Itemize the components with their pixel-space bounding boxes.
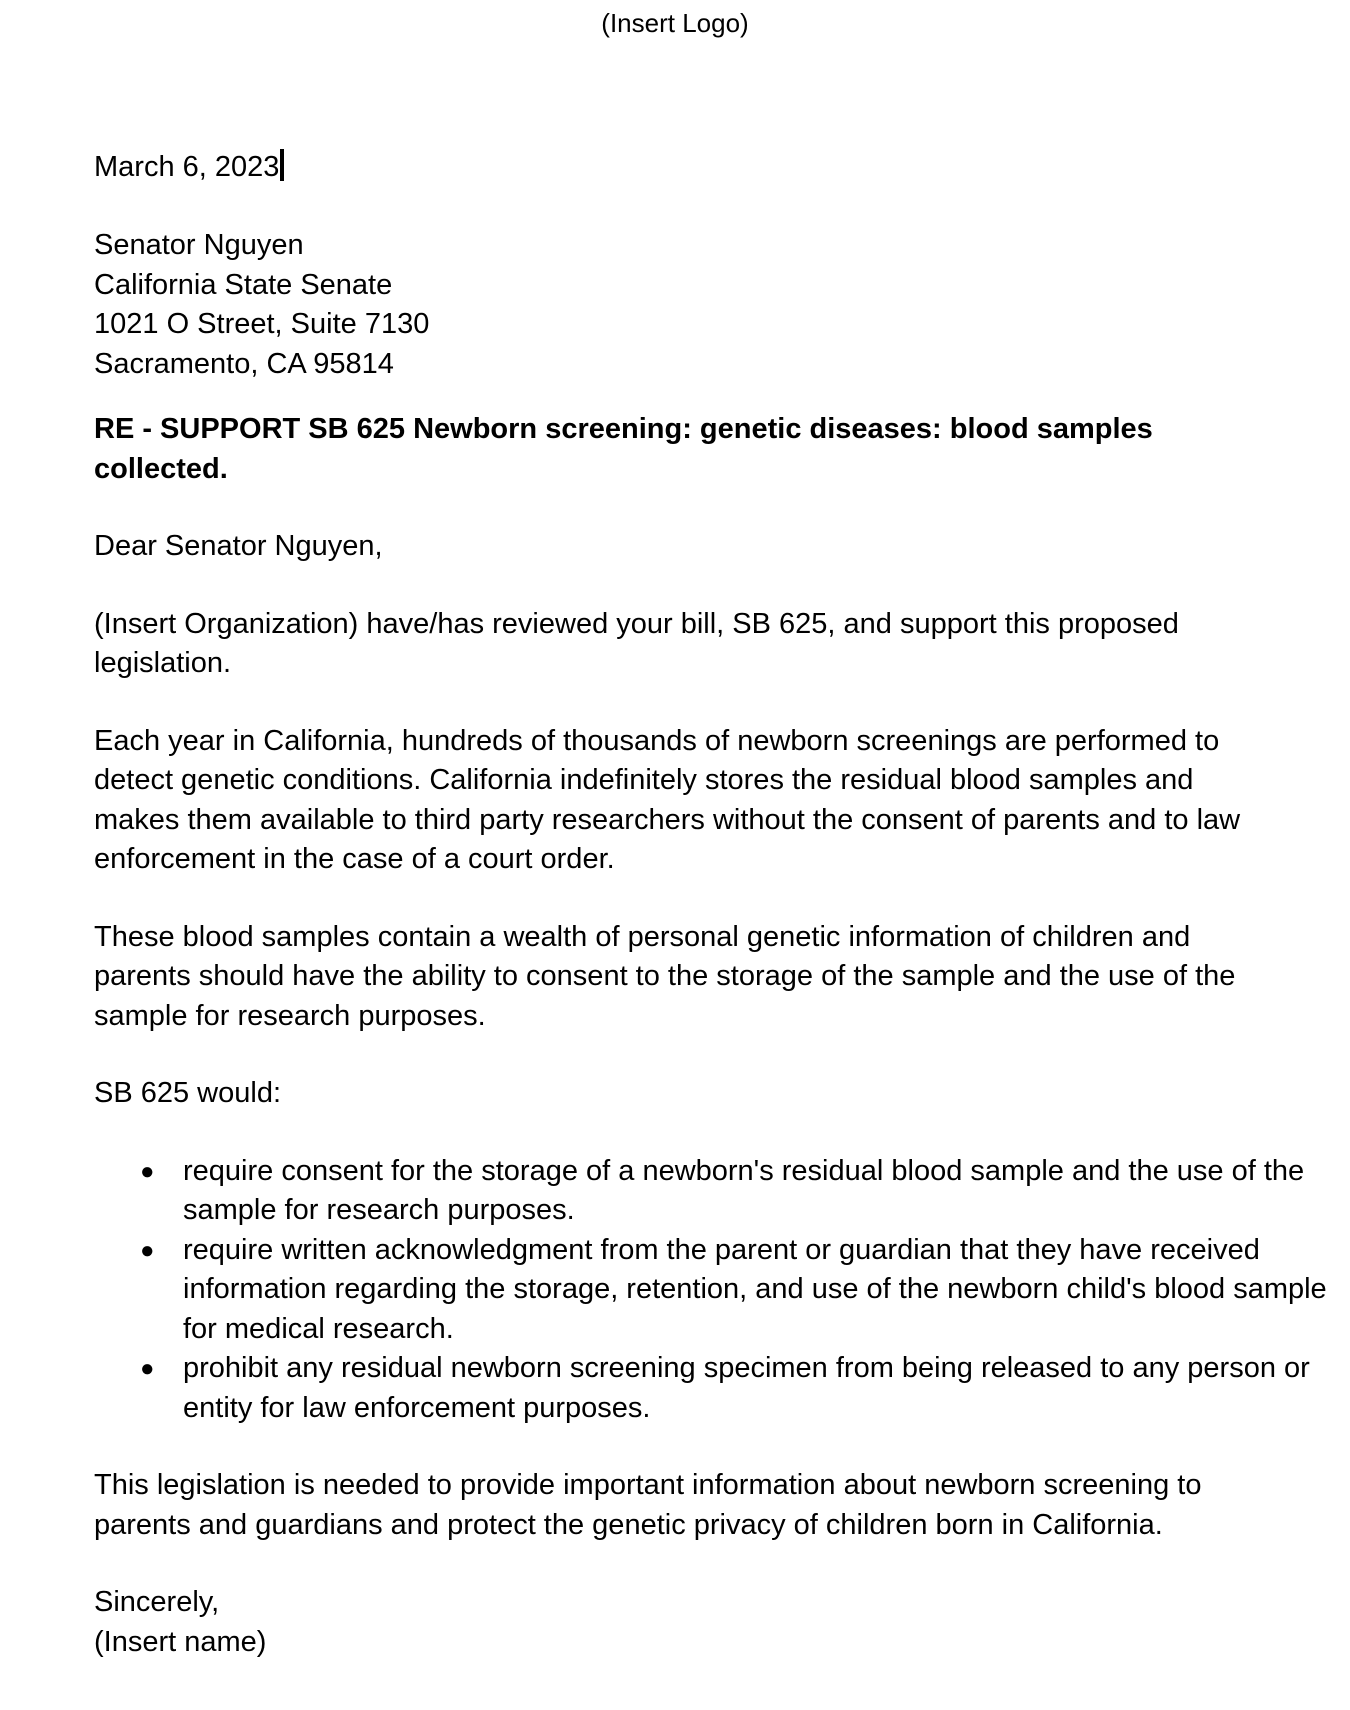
closing: Sincerely, bbox=[94, 1586, 220, 1618]
provision-text: require consent for the storage of a newborn's residual blood sample and the use of the sample for research purposes. bbox=[183, 1154, 1305, 1226]
list-item bbox=[94, 1152, 1350, 1231]
paragraph-conclusion: This legislation is needed to provide important information about newborn screening to parents and guardians and protect the genetic privacy of children born in California. bbox=[94, 1469, 1202, 1541]
recipient-street: 1021 O Street, Suite 7130 bbox=[94, 308, 430, 340]
recipient-name: Senator Nguyen bbox=[94, 229, 304, 261]
paragraph-intro: (Insert Organization) have/has reviewed your bill, SB 625, and support this proposed legislation. bbox=[94, 607, 1179, 679]
list-item bbox=[94, 1231, 1350, 1350]
bullet-icon: ● bbox=[140, 1236, 155, 1264]
list-item bbox=[94, 1349, 1350, 1428]
bullet-icon: ● bbox=[140, 1355, 155, 1382]
paragraph-rationale: These blood samples contain a wealth of personal genetic information of children and parents should have the ability to consent to the storage of the sample and the use of the sample for research purposes. bbox=[94, 920, 1236, 1032]
letter-date: March 6, 2023 bbox=[94, 151, 280, 183]
subject-line: RE - SUPPORT SB 625 Newborn screening: genetic diseases: blood samples collected. bbox=[94, 413, 1153, 485]
provision-text: prohibit any residual newborn screening specimen from being released to any person or entity for law enforcement purposes. bbox=[183, 1352, 1310, 1424]
paragraph-list-intro: SB 625 would: bbox=[94, 1077, 282, 1109]
provision-text: require written acknowledgment from the parent or guardian that they have received information regarding the storage, retention, and use of the newborn child's blood sample for medical research. bbox=[183, 1233, 1327, 1345]
bullet-icon: ● bbox=[140, 1157, 155, 1185]
paragraph-context: Each year in California, hundreds of thousands of newborn screenings are performed to detect genetic conditions. California indefinitely stores the residual blood samples and makes them available to third party researchers without the consent of parents and to law enforcement in the case of a court order. bbox=[94, 724, 1241, 875]
closing-block bbox=[94, 1583, 1264, 1662]
signature: (Insert name) bbox=[94, 1625, 267, 1658]
provisions-list bbox=[94, 1152, 1327, 1429]
text-cursor bbox=[280, 149, 284, 181]
recipient-city: Sacramento, CA 95814 bbox=[94, 347, 394, 380]
letter-body bbox=[94, 148, 1327, 1662]
salutation: Dear Senator Nguyen, bbox=[94, 530, 383, 562]
recipient-office: California State Senate bbox=[94, 268, 393, 301]
logo-placeholder: (Insert Logo) bbox=[601, 8, 749, 38]
recipient-address bbox=[94, 226, 1264, 384]
letter-date-line bbox=[94, 148, 1264, 188]
